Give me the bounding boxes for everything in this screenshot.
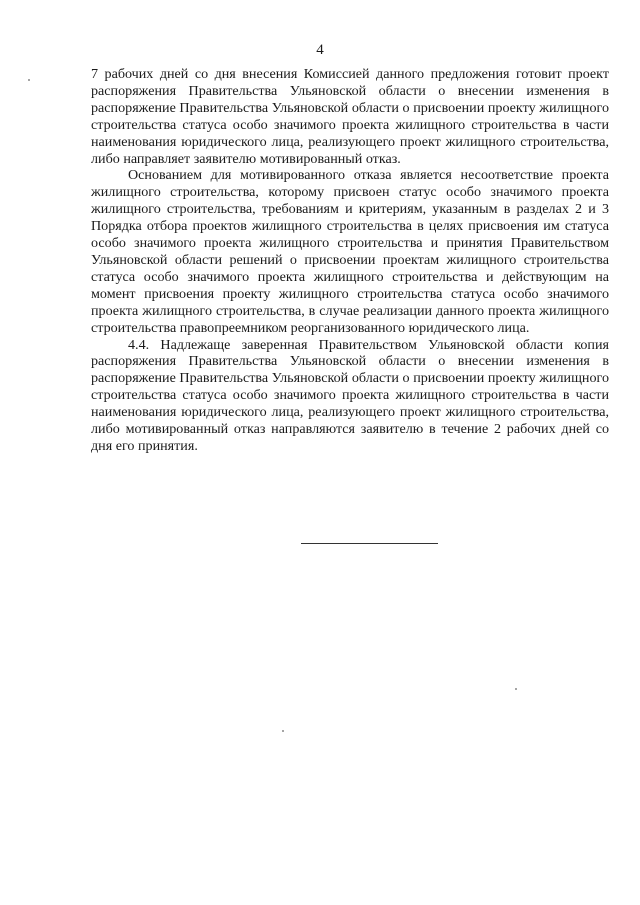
end-separator-line bbox=[301, 543, 438, 544]
paragraph-2: Основанием для мотивированного отказа является несоответствие проекта жилищного строительства, которому присвоен статус особо значимого проекта жилищного строительства, требованиям и критериям, указанным в разделах 2 и 3 Порядка отбора проектов жилищного строительства в целях присвоения им статуса особо значимого проекта жилищного строительства и принятия Правительством Ульяновской области решений о присвоении проектам жилищного строительства статуса особо значимого проекта жилищного строительства и действующим на момент присвоения проекту жилищного строительства статуса особо значимого проекта жилищного строительства, в случае реализации данного проекта жилищного строительства правопреемником реорганизованного юридического лица. bbox=[91, 167, 609, 336]
scan-speck bbox=[28, 79, 30, 81]
body-text bbox=[91, 66, 609, 455]
scan-speck bbox=[515, 688, 517, 690]
scan-speck bbox=[282, 730, 284, 732]
paragraph-3: 4.4. Надлежаще заверенная Правительством Ульяновской области копия распоряжения Правительства Ульяновской области о внесении изменения в распоряжение Правительства Ульяновской области о присвоении проекту жилищного строительства статуса особо значимого проекта жилищного строительства в части наименования юридического лица, реализующего проект жилищного строительства, либо мотивированный отказ направляются заявителю в течение 2 рабочих дней со дня его принятия. bbox=[91, 336, 609, 454]
page-number: 4 bbox=[316, 42, 324, 58]
paragraph-1: 7 рабочих дней со дня внесения Комиссией данного предложения готовит проект распоряжения Правительства Ульяновской области о внесении изменения в распоряжение Правительства Ульяновской области о присвоении проекту жилищного строительства статуса особо значимого проекта жилищного строительства в части наименования юридического лица, реализующего проект жилищного строительства, либо направляет заявителю мотивированный отказ. bbox=[91, 66, 609, 167]
